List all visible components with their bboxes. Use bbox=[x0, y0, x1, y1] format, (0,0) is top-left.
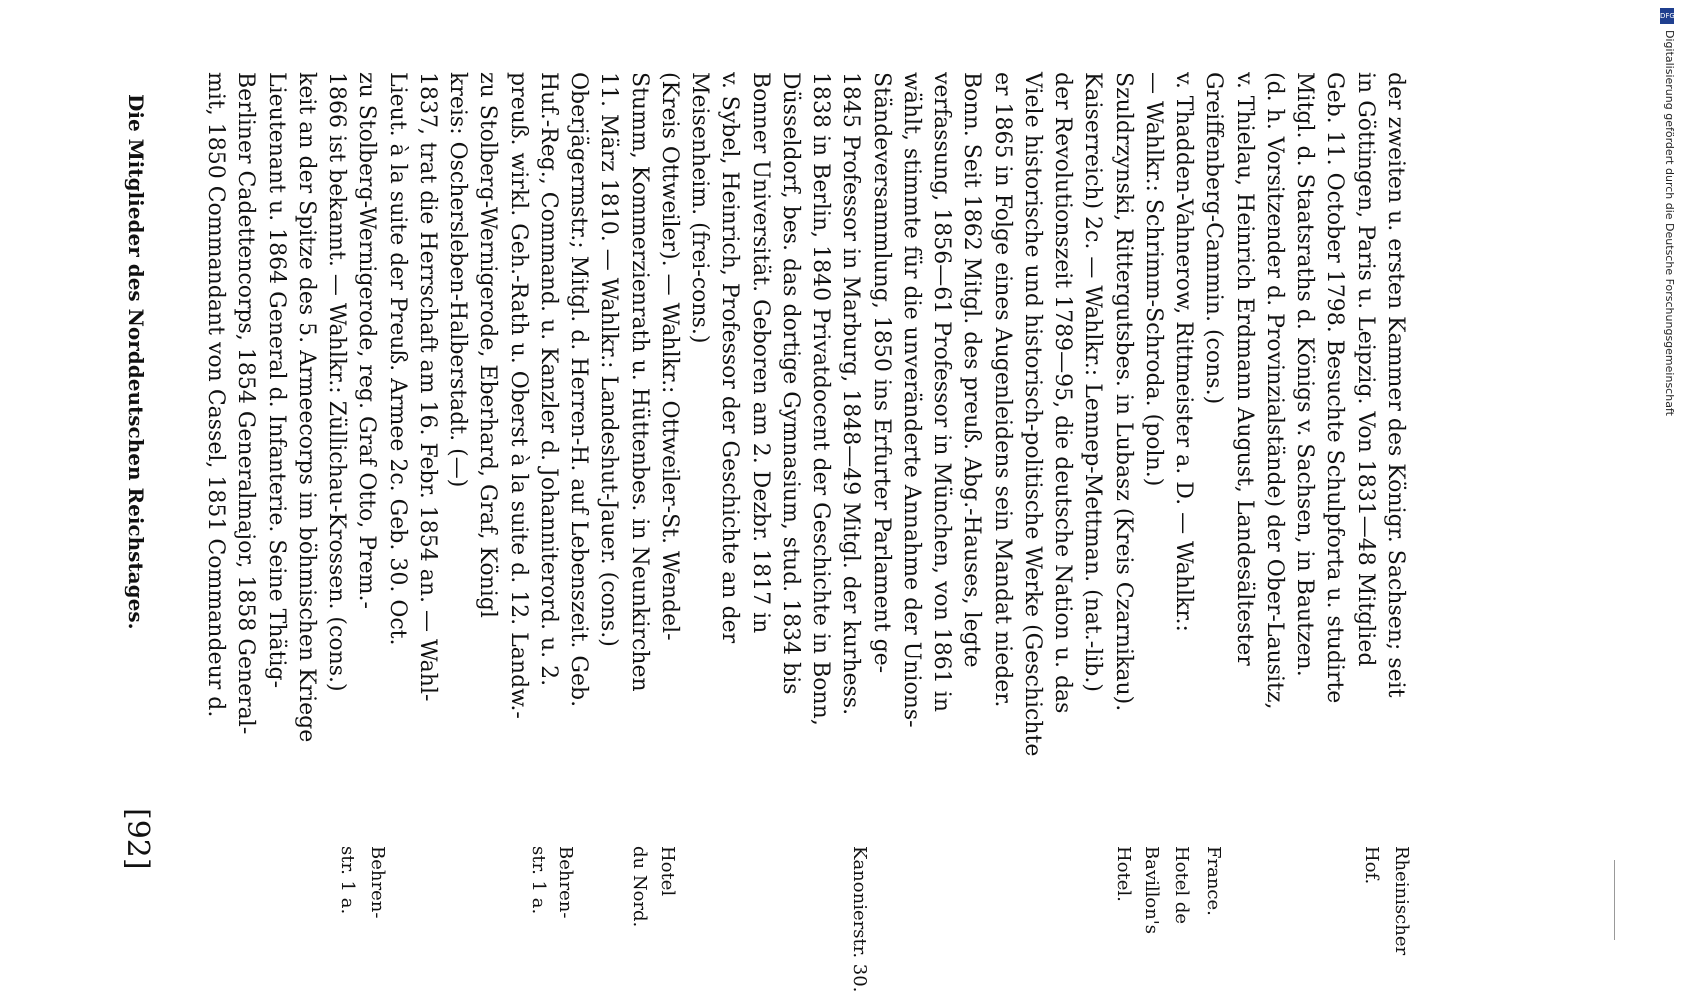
page-number: [92] bbox=[120, 808, 155, 870]
text-line: v. Thadden-Vahnerow, Rittmeister a. D. — Wahlkr.: bbox=[1171, 72, 1197, 632]
text-line: der Revolutionszeit 1789—95, die deutsche Nation u. das bbox=[1050, 72, 1076, 714]
margin-address: Hotel de bbox=[1171, 846, 1192, 925]
text-line: Düsseldorf, bes. das dortige Gymnasium, stud. 1834 bis bbox=[777, 72, 803, 695]
text-line: in Göttingen, Paris u. Leipzig. Von 1831—48 Mitglied bbox=[1352, 72, 1378, 667]
text-line: Greiffenberg-Cammin. (cons.) bbox=[1201, 72, 1227, 405]
text-line: Geb. 11. October 1798. Besuchte Schulpforta u. studirte bbox=[1322, 72, 1348, 704]
text-line: 1838 in Berlin, 1840 Privatdocent der Geschichte in Bonn, bbox=[808, 72, 834, 726]
margin-address: France. bbox=[1203, 846, 1224, 916]
margin-address: Rheinischer bbox=[1391, 846, 1412, 956]
text-line: preuß. wirkl. Geh.-Rath u. Oberst à la suite d. 12. Landw.- bbox=[505, 72, 531, 719]
text-line: 1837, trat die Herrschaft am 16. Febr. 1854 an. — Wahl- bbox=[414, 72, 440, 702]
margin-address: Behren- bbox=[367, 846, 388, 919]
text-line: Berliner Cadettencorps, 1854 Generalmajor, 1858 General- bbox=[233, 72, 259, 735]
margin-rule bbox=[1614, 860, 1615, 940]
text-line: zu Stolberg-Wernigerode, Eberhard, Graf, Königl bbox=[475, 72, 501, 618]
text-line: Kaiserreich) 2c. — Wahlkr.: Lennep-Mettman. (nat.-lib.) bbox=[1080, 72, 1106, 692]
text-line: mit, 1850 Commandant von Cassel, 1851 Commandeur d. bbox=[203, 72, 228, 718]
text-line: Oberjägermstr.; Mitgl. d. Herren-H. auf Lebenszeit. Geb. bbox=[566, 72, 592, 708]
text-line: 1845 Professor in Marburg, 1848—49 Mitgl. der kurhess. bbox=[838, 72, 864, 716]
text-line: Ständeversammlung, 1850 ins Erfurter Parlament ge- bbox=[868, 72, 894, 674]
text-line: Meisenheim. (frei-cons.) bbox=[687, 72, 713, 344]
digitization-credit-text: Digitalisierung gefördert durch die Deutsche Forschungsgemeinschaft bbox=[1663, 30, 1676, 416]
text-line: kreis: Oschersleben-Halberstadt. (—) bbox=[445, 72, 471, 488]
text-line: — Wahlkr.: Schrimm-Schroda. (poln.) bbox=[1140, 72, 1166, 487]
text-line: 1866 ist bekannt. — Wahlkr.: Züllichau-Krossen. (cons.) bbox=[324, 72, 350, 692]
margin-address: Hof. bbox=[1361, 846, 1382, 885]
text-line: wählt, stimmte für die unveränderte Annahme der Unions- bbox=[898, 72, 924, 728]
text-line: Bonn. Seit 1862 Mitgl. des preuß. Abg.-Hauses, legte bbox=[959, 72, 985, 668]
margin-address: du Nord. bbox=[629, 846, 650, 928]
text-line: Lieutenant u. 1864 General d. Infanterie. Seine Thätig- bbox=[263, 72, 289, 688]
text-line: Stumm, Kommerzienrath u. Hüttenbes. in Neunkirchen bbox=[626, 72, 652, 692]
margin-address: Kanonierstr. 30. bbox=[849, 846, 870, 993]
text-line: (Kreis Ottweiler). — Wahlkr.: Ottweiler-St. Wendel- bbox=[656, 72, 682, 641]
dfg-logo-icon: DFG bbox=[1660, 8, 1674, 24]
text-line: Mitgl. d. Staatsraths d. Königs v. Sachsen, in Bautzen. bbox=[1292, 72, 1318, 677]
margin-address: Behren- bbox=[555, 846, 576, 919]
text-line: Szuldrzynski, Rittergutsbes. in Lubasz (Kreis Czarnikau). bbox=[1110, 72, 1136, 712]
text-line: Lieut. à la suite der Preuß. Armee 2c. Geb. 30. Oct. bbox=[384, 72, 410, 646]
text-line: keit an der Spitze des 5. Armeecorps im böhmischen Kriege bbox=[293, 72, 319, 743]
text-line: zu Stolberg-Wernigerode, reg. Graf Otto, Prem.- bbox=[354, 72, 380, 609]
text-line: Viele historische und historisch-politische Werke (Geschichte bbox=[1019, 72, 1045, 757]
text-line: Huf.-Reg., Command. u. Kanzler d. Johanniterord. u. 2. bbox=[535, 72, 561, 687]
text-line: (d. h. Vorsitzender d. Provinzialstände) der Ober-Lausitz, bbox=[1261, 72, 1287, 710]
margin-address: str. 1 a. bbox=[528, 846, 549, 915]
text-line: v. Thielau, Heinrich Erdmann August, Landesältester bbox=[1231, 72, 1257, 666]
running-title: Die Mitglieder des Norddeutschen Reichstages. bbox=[124, 94, 148, 630]
digitization-credit bbox=[1662, 10, 1678, 890]
text-line: er 1865 in Folge eines Augenleidens sein Mandat nieder. bbox=[989, 72, 1015, 708]
margin-address: Hotel. bbox=[1113, 846, 1134, 902]
text-line: der zweiten u. ersten Kammer des Königr. Sachsen; seit bbox=[1383, 72, 1408, 698]
text-line: v. Sybel, Heinrich, Professor der Geschichte an der bbox=[717, 72, 743, 644]
margin-address: Bavillon's bbox=[1141, 846, 1162, 935]
text-line: Bonner Universität. Geboren am 2. Dezbr. 1817 in bbox=[747, 72, 773, 634]
text-line: verfassung, 1856—61 Professor in München, von 1861 in bbox=[929, 72, 955, 712]
margin-address: str. 1 a. bbox=[337, 846, 358, 915]
text-line: 11. März 1810. — Wahlkr.: Landeshut-Jauer. (cons.) bbox=[596, 72, 622, 647]
margin-address: Hotel bbox=[657, 846, 678, 897]
